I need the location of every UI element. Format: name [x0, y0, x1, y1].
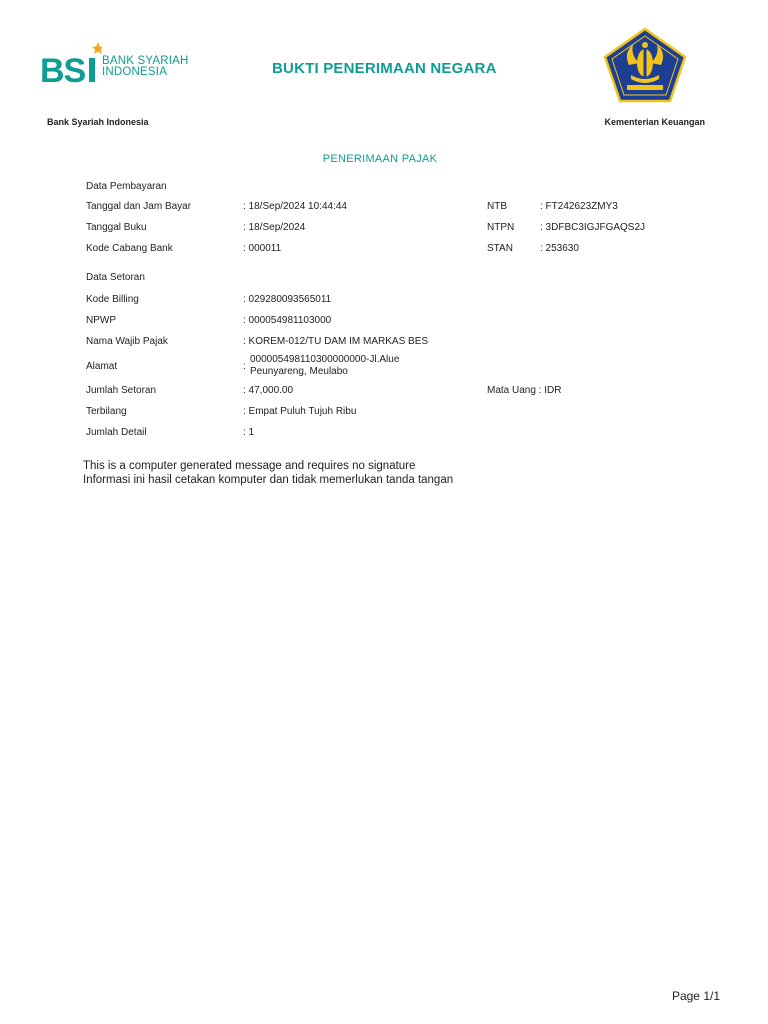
footer-note	[83, 459, 453, 487]
svg-text:BS: BS	[40, 52, 86, 84]
field-value: : 029280093565011	[243, 294, 332, 305]
bsi-logo-subtitle	[102, 56, 189, 78]
field-value: : KOREM-012/TU DAM IM MARKAS BES	[243, 336, 429, 347]
bsi-logo-line2: INDONESIA	[102, 66, 168, 78]
stan-label: STAN	[487, 243, 513, 254]
recipient-name: Kementerian Keuangan	[604, 117, 705, 127]
field-label: Kode Cabang Bank	[86, 243, 173, 254]
alamat-line1: 000005498110300000000-Jl.Alue	[250, 354, 400, 365]
stan-value: : 253630	[540, 243, 579, 254]
field-value: : 18/Sep/2024	[243, 222, 306, 233]
mata-uang: Mata Uang : IDR	[487, 385, 562, 396]
field-value: : 000054981103000	[243, 315, 332, 326]
section-title: PENERIMAAN PAJAK	[322, 153, 438, 165]
field-label: Tanggal Buku	[86, 222, 147, 233]
field-label: Alamat	[86, 361, 118, 372]
field-value: : 18/Sep/2024 10:44:44	[243, 201, 347, 212]
field-label: Kode Billing	[86, 294, 139, 305]
field-label: Jumlah Detail	[86, 427, 147, 438]
issuer-name: Bank Syariah Indonesia	[47, 117, 149, 127]
bsi-logo	[40, 40, 210, 88]
field-value: : 1	[243, 427, 255, 438]
ntpn-value: : 3DFBC3IGJFGAQS2J	[540, 222, 646, 233]
field-label: NPWP	[86, 315, 116, 326]
page-number: Page 1/1	[671, 989, 720, 1003]
document-title: BUKTI PENERIMAAN NEGARA	[272, 60, 497, 77]
footer-note-en: This is a computer generated message and requires no signature	[83, 460, 416, 472]
field-label: Terbilang	[86, 406, 127, 417]
field-colon: :	[243, 361, 246, 372]
bsi-logo-mark-icon	[40, 40, 102, 84]
field-label: Jumlah Setoran	[86, 385, 157, 396]
field-label: Tanggal dan Jam Bayar	[86, 201, 192, 212]
bsi-logo-line1: BANK SYARIAH	[102, 55, 189, 67]
field-value: : Empat Puluh Tujuh Ribu	[243, 406, 357, 417]
footer-note-id: Informasi ini hasil cetakan komputer dan tidak memerlukan tanda tangan	[83, 474, 454, 486]
pembayaran-group-label: Data Pembayaran	[86, 181, 167, 192]
field-value: : 47,000.00	[243, 385, 294, 396]
ntb-label: NTB	[487, 201, 507, 212]
setoran-group-label: Data Setoran	[86, 272, 145, 283]
field-value	[250, 354, 450, 378]
field-label: Nama Wajib Pajak	[86, 336, 168, 347]
alamat-line2: Peunyareng, Meulabo	[250, 366, 348, 377]
kemenkeu-emblem-icon	[603, 27, 687, 103]
field-value: : 000011	[243, 243, 282, 254]
ntpn-label: NTPN	[487, 222, 515, 233]
ntb-value: : FT242623ZMY3	[540, 201, 618, 212]
